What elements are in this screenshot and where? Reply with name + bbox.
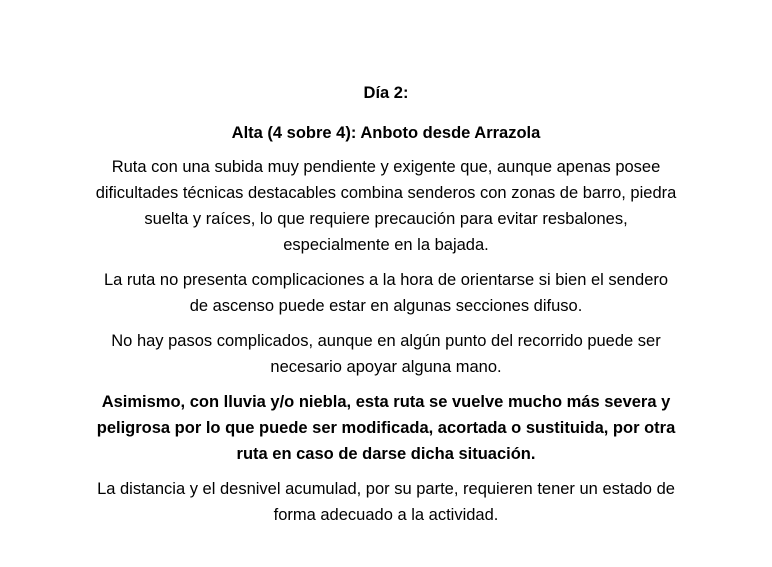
paragraph-orientation: La ruta no presenta complicaciones a la hora de orientarse si bien el sendero de ascenso puede estar en algunas secciones difuso. <box>103 271 669 315</box>
paragraph-weather-warning: Asimismo, con lluvia y/o niebla, esta ruta se vuelve mucho más severa y peligrosa por lo que puede ser modificada, acortada o sustituida, por otra ruta en caso de darse dicha situación. <box>96 393 676 463</box>
paragraph-difficulty: No hay pasos complicados, aunque en algún punto del recorrido puede ser necesario apoyar alguna mano. <box>111 332 661 376</box>
day-heading: Día 2: <box>363 84 409 102</box>
paragraph-fitness: La distancia y el desnivel acumulad, por su parte, requieren tener un estado de forma adecuado a la actividad. <box>97 480 675 524</box>
route-title: Alta (4 sobre 4): Anboto desde Arrazola <box>231 124 541 142</box>
paragraph-description: Ruta con una subida muy pendiente y exigente que, aunque apenas posee dificultades técnicas destacables combina senderos con zonas de barro, piedra suelta y raíces, lo que requiere precaución para evitar resbalones, especialmente en la bajada. <box>95 158 677 254</box>
